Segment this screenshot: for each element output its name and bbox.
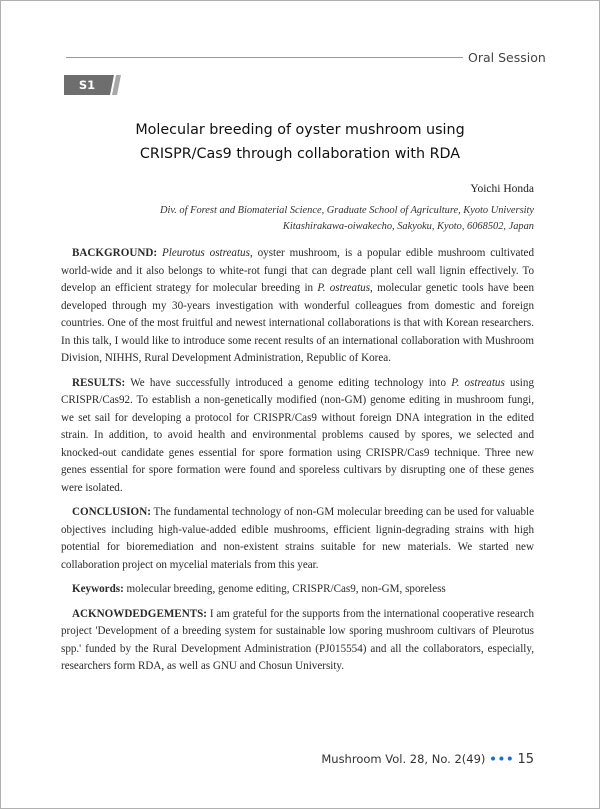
species-abbr: P. ostreatus [317, 282, 371, 294]
species-abbr: P. ostreatus [451, 376, 505, 389]
background-text-1: , oyster mushroom, is a popular edible mushroom cultivated world-wide and it also belongs to white-rot fungi that can degrade plant cell wall lignin effectively. To develop an efficient strategy for molecular breeding in [61, 247, 534, 294]
title-line-1: Molecular breeding of oyster mushroom using [135, 122, 465, 138]
results-text-1: We have successfully introduced a genome editing technology into [125, 376, 452, 389]
background-label: BACKGROUND: [72, 247, 158, 259]
affiliation-line-2: Kitashirakawa-oiwakecho, Sakyoku, Kyoto, 6068502, Japan [282, 221, 534, 232]
header-rule [66, 57, 463, 58]
keywords-label: Keywords: [72, 583, 124, 595]
affiliation [160, 203, 534, 235]
session-badge [64, 75, 122, 95]
acknowledgements-text: I am grateful for the supports from the international cooperative research project 'Development of a breeding system for sustainable low sporing mushroom cultivars of Pleurotus spp.' funded by the Rural Development Administration (PJ015554) and all the collaborators, especially, researchers form RDA, as well as GNU and Chosun University. [61, 607, 534, 672]
keywords-text: molecular breeding, genome editing, CRISPR/Cas9, non-GM, sporeless [123, 583, 446, 595]
acknowledgements-label: ACKNOWDEDGEMENTS: [72, 607, 207, 620]
page-footer [321, 752, 534, 767]
background-text-2: , molecular genetic tools have been developed through my 30-years investigation with wonderful colleagues from domestic and foreign countries. One of the most fruitful and newest international collaborations is that with Korean researchers. In this talk, I would like to introduce some recent results of an international collaboration with Mushroom Division, NIHHS, Rural Development Administration, Republic of Korea. [61, 282, 534, 364]
page-number: 15 [517, 752, 534, 767]
acknowledgements-paragraph [61, 606, 534, 676]
section-label: Oral Session [468, 50, 546, 65]
title-line-2: CRISPR/Cas9 through collaboration with RDA [139, 146, 461, 162]
background-paragraph [61, 245, 534, 368]
author-name: Yoichi Honda [470, 183, 534, 195]
results-paragraph [61, 375, 534, 498]
affiliation-line-1: Div. of Forest and Biomaterial Science, Graduate School of Agriculture, Kyoto University [160, 205, 534, 216]
footer-dots-icon: ••• [489, 752, 515, 766]
abstract-title [60, 118, 540, 166]
results-text-2: using CRISPR/Cas92. To establish a non-genetically modified (non-GM) genome editing in mushroom fungi, we set sail for developing a protocol for CRISPR/Cas9 without foreign DNA integration in the edited strain. In addition, to avoid health and environmental problems caused by spores, we selected and knocked-out candidate genes essential for spore formation using CRISPR/Cas9 technique. Three new genes essential for spore formation were found and sporeless cultivars by disrupting one of these genes were isolated. [61, 376, 534, 494]
species-name: Pleurotus ostreatus [162, 247, 250, 259]
conclusion-paragraph [61, 504, 534, 574]
conclusion-label: CONCLUSION: [72, 506, 151, 518]
badge-code: S1 [78, 78, 96, 92]
results-label: RESULTS: [72, 376, 126, 389]
abstract-body [61, 245, 534, 683]
conclusion-text: The fundamental technology of non-GM molecular breeding can be used for valuable objectives including high-value-added edible mushrooms, efficient lignin-degrading strains with high potential for bioremediation and non-existent strains suitable for new materials. We started new collaboration project on mycelial materials from this year. [61, 506, 534, 571]
journal-citation: Mushroom Vol. 28, No. 2(49) [321, 752, 486, 766]
keywords-paragraph [61, 581, 534, 599]
